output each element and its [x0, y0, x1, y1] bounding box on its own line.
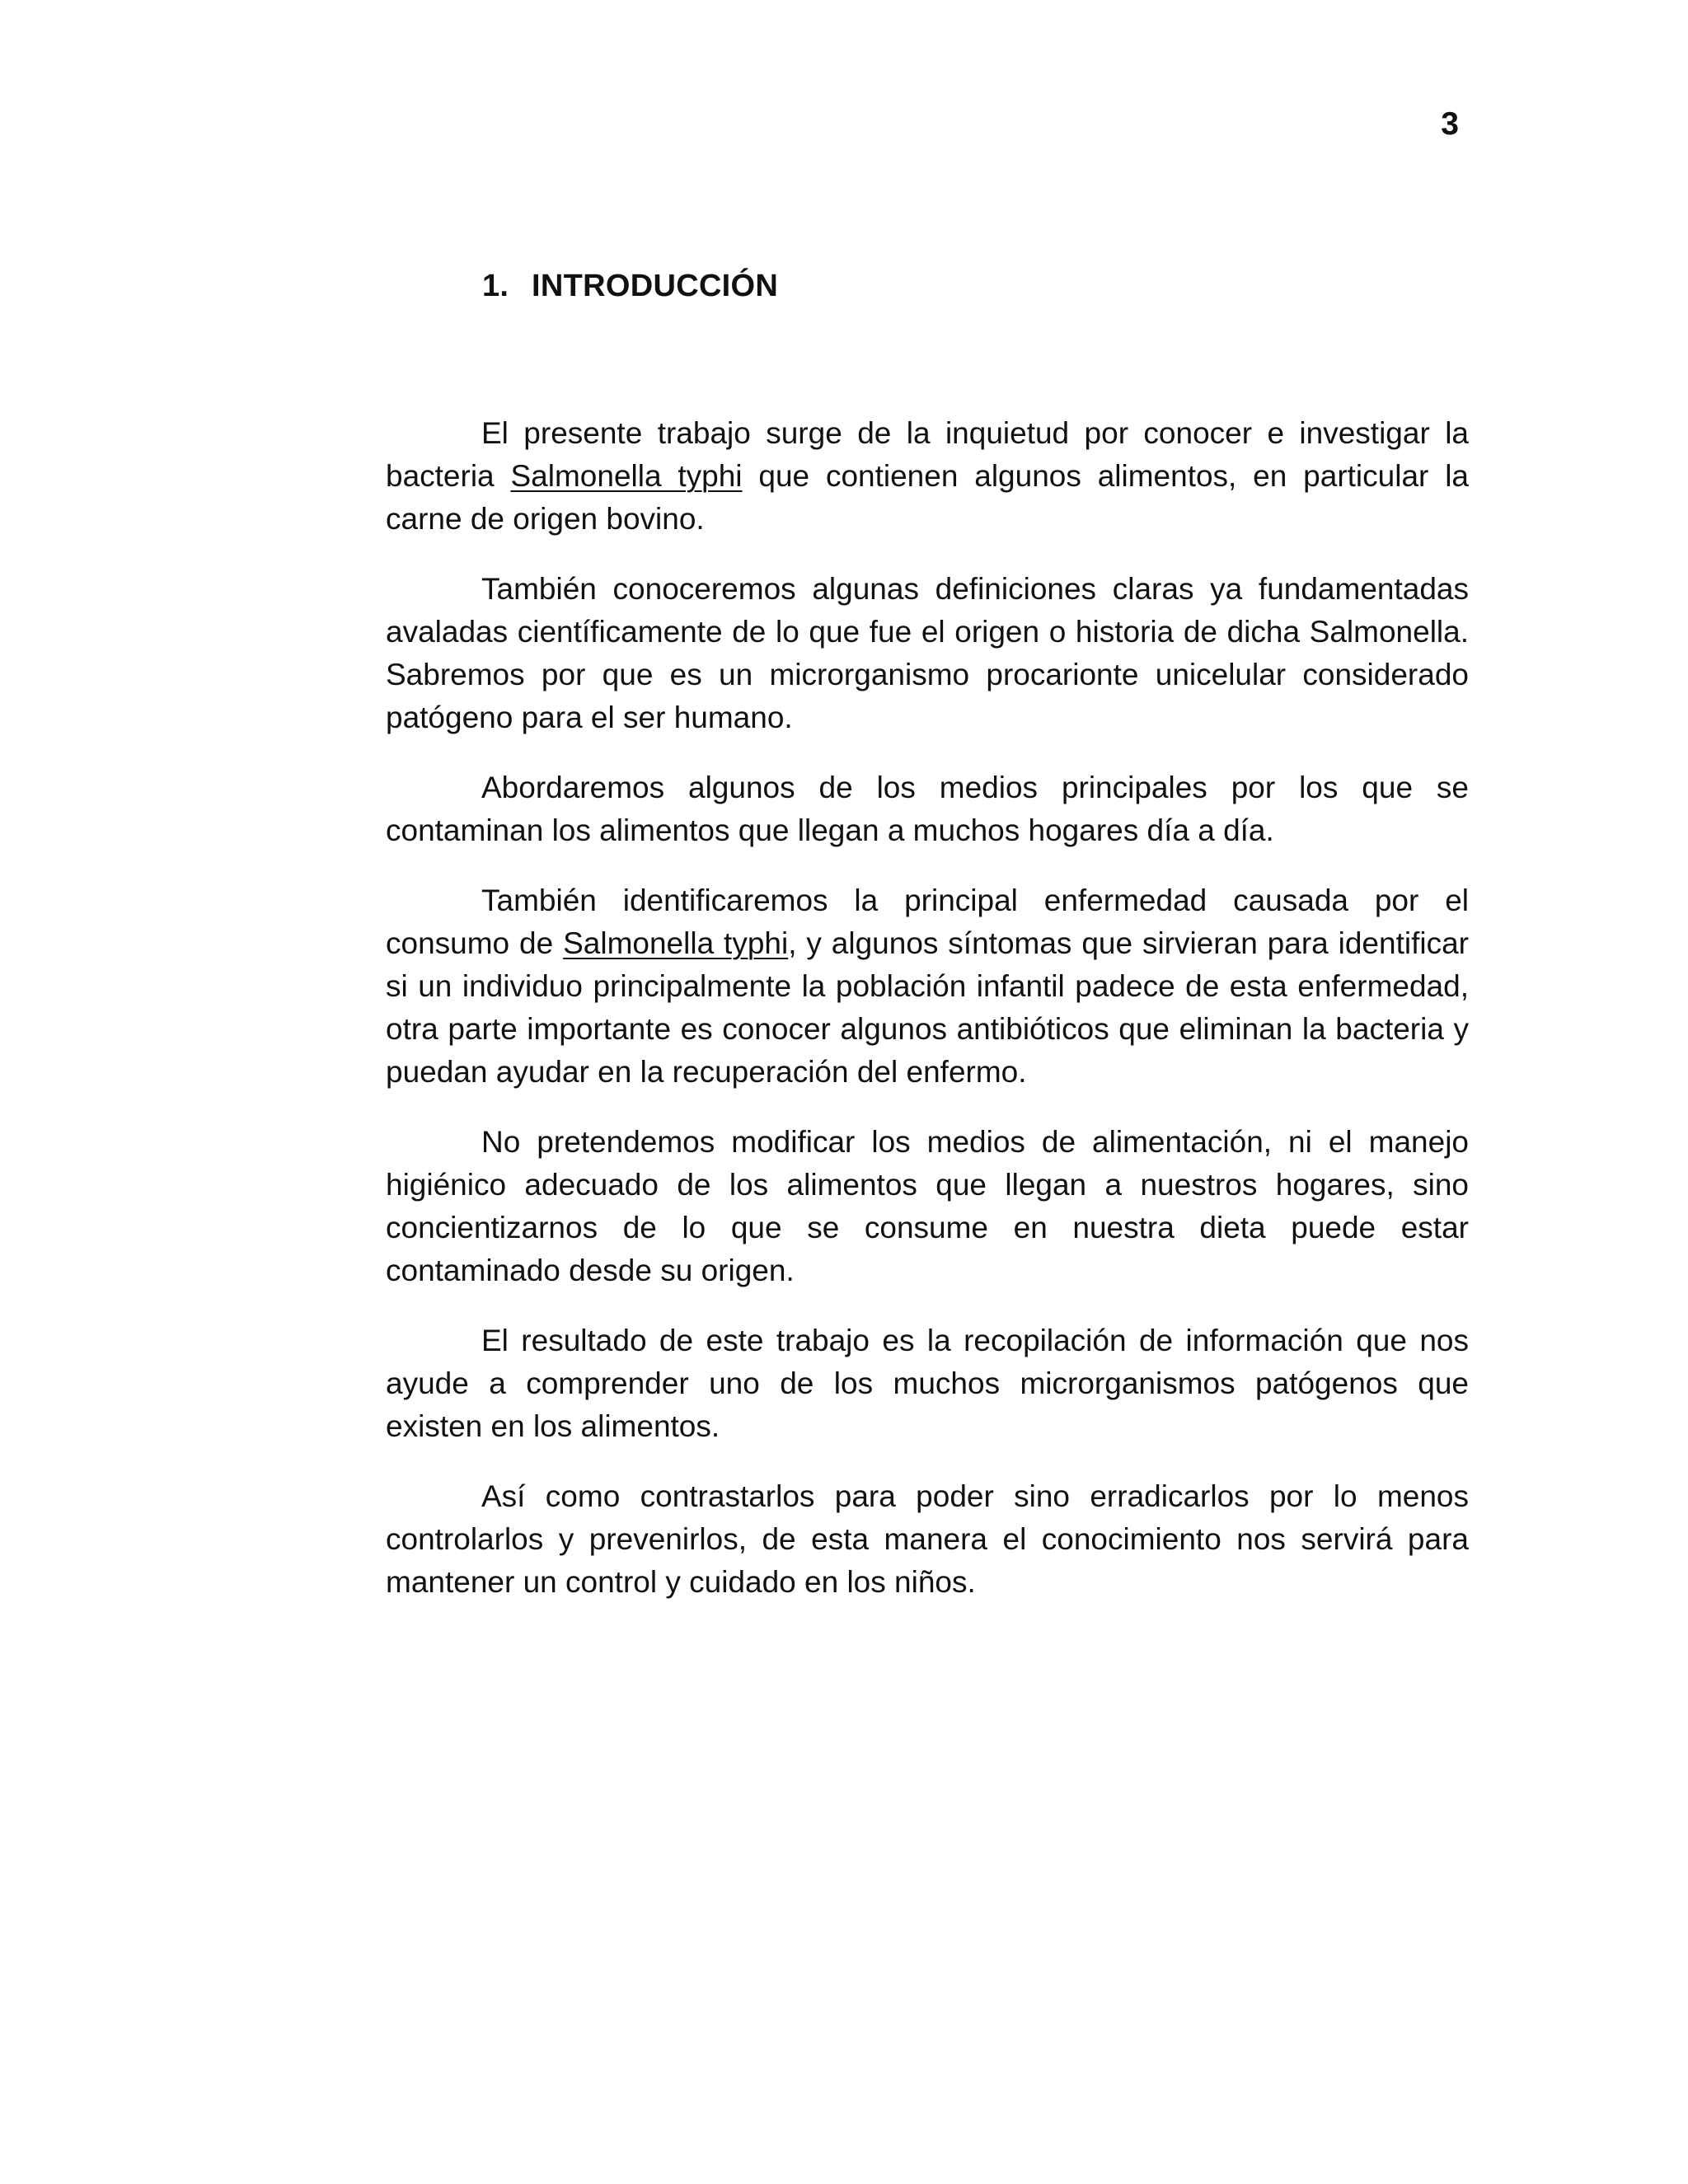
paragraph-6: El resultado de este trabajo es la recopilación de información que nos ayude a comprender uno de los muchos microrganismos patógenos que existen en los alimentos.: [386, 1324, 1469, 1443]
section-title: INTRODUCCIÓN: [532, 269, 779, 303]
page-number: 3: [1441, 106, 1459, 142]
paragraph-4-text-start: También identificaremos la principal enfermedad causada por el consumo de: [386, 883, 1469, 960]
species-name-underlined: Salmonella typhi: [563, 926, 789, 960]
paragraph-3: Abordaremos algunos de los medios principales por los que se contaminan los alimentos que llegan a muchos hogares día a día.: [386, 771, 1469, 847]
paragraph-1-text-end: que contienen algunos alimentos, en particular la carne de origen bovino.: [386, 459, 1469, 536]
paragraph-7: Así como contrastarlos para poder sino erradicarlos por lo menos controlarlos y prevenirlos, de esta manera el conocimiento nos servirá para mantener un control y cuidado en los niños.: [386, 1479, 1469, 1599]
paragraph-5: No pretendemos modificar los medios de alimentación, ni el manejo higiénico adecuado de los alimentos que llegan a nuestros hogares, sino concientizarnos de lo que se consume en nuestra dieta puede estar contaminado desde su origen.: [386, 1125, 1469, 1287]
paragraph-2: También conoceremos algunas definiciones claras ya fundamentadas avaladas científicamente de lo que fue el origen o historia de dicha Salmonella. Sabremos por que es un microrganismo procarionte unicelular considerado patógeno para el ser humano.: [386, 572, 1469, 734]
paragraph-4: [386, 879, 1469, 1094]
section-number: 1.: [482, 269, 509, 303]
paragraph-1: [386, 412, 1469, 541]
species-name-underlined: Salmonella typhi: [510, 459, 743, 493]
paragraph-1-text-start: El presente trabajo surge de la inquietud por conocer e investigar la bacteria: [386, 416, 1469, 493]
section-heading: [482, 265, 778, 307]
body-text: [386, 412, 1469, 1631]
paragraph-4-text-end: , y algunos síntomas que sirvieran para identificar si un individuo principalmente la población infantil padece de esta enfermedad, otra parte importante es conocer algunos antibióticos que eliminan la bacteria y puedan ayudar en la recuperación del enfermo.: [386, 926, 1469, 1089]
